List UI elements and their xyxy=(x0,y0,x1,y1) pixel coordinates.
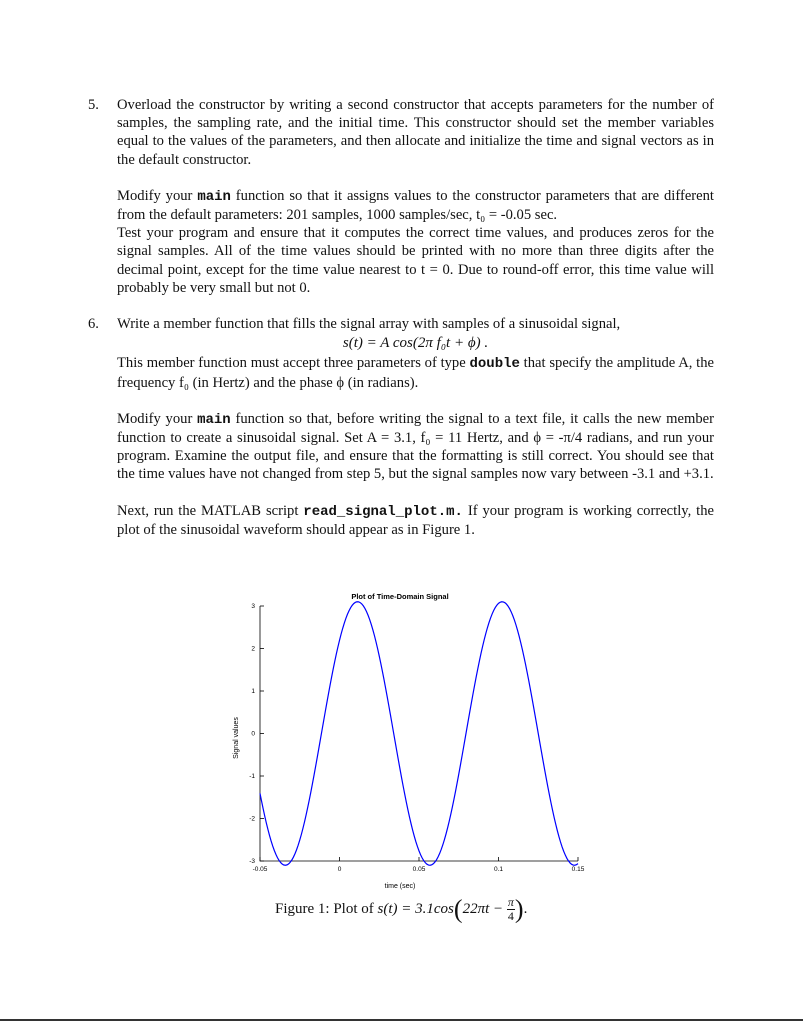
chart-axes xyxy=(260,606,578,861)
text-span: function so that it assigns values to the constructor parameters that are different from the default parameters: 201 samples, 1000 samples/sec, t₀ = -0.05 sec. xyxy=(117,187,714,224)
figure-caption: Figure 1: Plot of s(t) = 3.1cos(22πt − $\frac{\pi}{4}$ ). xyxy=(275,894,528,924)
caption-math: s(t) = 3.1cos xyxy=(377,900,454,917)
y-axis-label: Signal values xyxy=(233,717,240,759)
step-6-paragraph-1 xyxy=(117,354,714,391)
x-tick-label: 0.1 xyxy=(493,866,504,873)
fraction-numerator: π xyxy=(507,895,514,909)
code-main: main xyxy=(197,411,231,428)
y-tick-label: 1 xyxy=(251,688,255,695)
y-tick-label: 2 xyxy=(251,645,255,653)
step-6-paragraph-2 xyxy=(117,410,714,484)
text-span: Test your program and ensure that it computes the correct time values, and produces zeros for the signal samples. All of the time values should be printed with no more than three digits after the decimal point, except for the time value nearest to t = 0. Due to round-off error, this time value will probably be very small but not 0. xyxy=(117,225,714,296)
y-tick-label: -1 xyxy=(249,773,255,780)
text-span: that specify the amplitude A, the frequency f₀ (in Hertz) and the phase ϕ (in radians). xyxy=(117,355,714,391)
caption-fraction xyxy=(507,896,515,923)
step-number: 5. xyxy=(88,97,99,113)
x-axis-label: time (sec) xyxy=(384,883,416,890)
page-bottom-rule xyxy=(0,1019,803,1021)
step-5 xyxy=(88,96,714,297)
step-6 xyxy=(88,315,714,539)
caption-argument: 22πt − xyxy=(462,900,504,917)
chart-svg xyxy=(220,588,590,890)
step-6-intro: Write a member function that fills the signal array with samples of a sinusoidal signal, xyxy=(117,316,621,332)
equation: s(t) = A cos(2π f₀t + ϕ) . xyxy=(342,335,489,352)
text-span: Modify your xyxy=(117,410,198,427)
step-5-paragraph-2 xyxy=(117,187,714,297)
fraction-denominator: 4 xyxy=(507,909,514,923)
x-tick-label: 0.15 xyxy=(571,866,585,873)
chart-ticks xyxy=(249,603,584,873)
step-6-paragraph-3 xyxy=(117,502,714,539)
figure-1-chart xyxy=(220,588,590,890)
y-tick-label: 0 xyxy=(251,730,255,738)
caption-suffix: . xyxy=(523,900,528,917)
text-span: This member function must accept three parameters of type xyxy=(117,355,470,372)
chart-title: Plot of Time-Domain Signal xyxy=(351,592,449,601)
y-tick-label: 3 xyxy=(251,603,255,610)
step-body xyxy=(117,96,714,297)
axis-lines xyxy=(260,606,578,861)
step-number: 6. xyxy=(88,316,99,332)
x-tick-label: 0.05 xyxy=(412,866,426,873)
x-tick-label: -0.05 xyxy=(252,866,268,873)
x-tick-label: 0 xyxy=(337,866,342,873)
code-main: main xyxy=(197,188,231,205)
text-span: function so that, before writing the signal to a text file, it calls the new member function to create a sinusoidal signal. Set A = 3.1, f₀ = 11 Hertz, and ϕ = -π/4 radians, and run your program. Examine the output file, and ensure that the formatting is still correct. You should see that the time values have not changed from step 5, but the signal samples now vary between -3.1 and +3.1. xyxy=(117,410,714,483)
y-tick-label: -3 xyxy=(249,858,255,865)
text-span: If your program is working correctly, the plot of the sinusoidal waveform should appear as in Figure 1. xyxy=(117,502,714,538)
signal-series-line xyxy=(260,602,578,865)
caption-prefix: Figure 1: Plot of xyxy=(275,900,378,917)
text-span: Next, run the MATLAB script xyxy=(117,502,304,519)
text-span: Modify your xyxy=(117,187,198,204)
step-5-paragraph-1: Overload the constructor by writing a second constructor that accepts parameters for the number of samples, the sampling rate, and the initial time. This constructor should set the member variables equal to the values of the parameters, and then allocate and initialize the time and signal vectors as in the default constructor. xyxy=(117,97,714,168)
code-double: double xyxy=(469,356,520,373)
y-tick-label: -2 xyxy=(249,815,255,823)
code-script-name: read_signal_plot.m. xyxy=(303,503,463,520)
step-body xyxy=(117,315,714,539)
